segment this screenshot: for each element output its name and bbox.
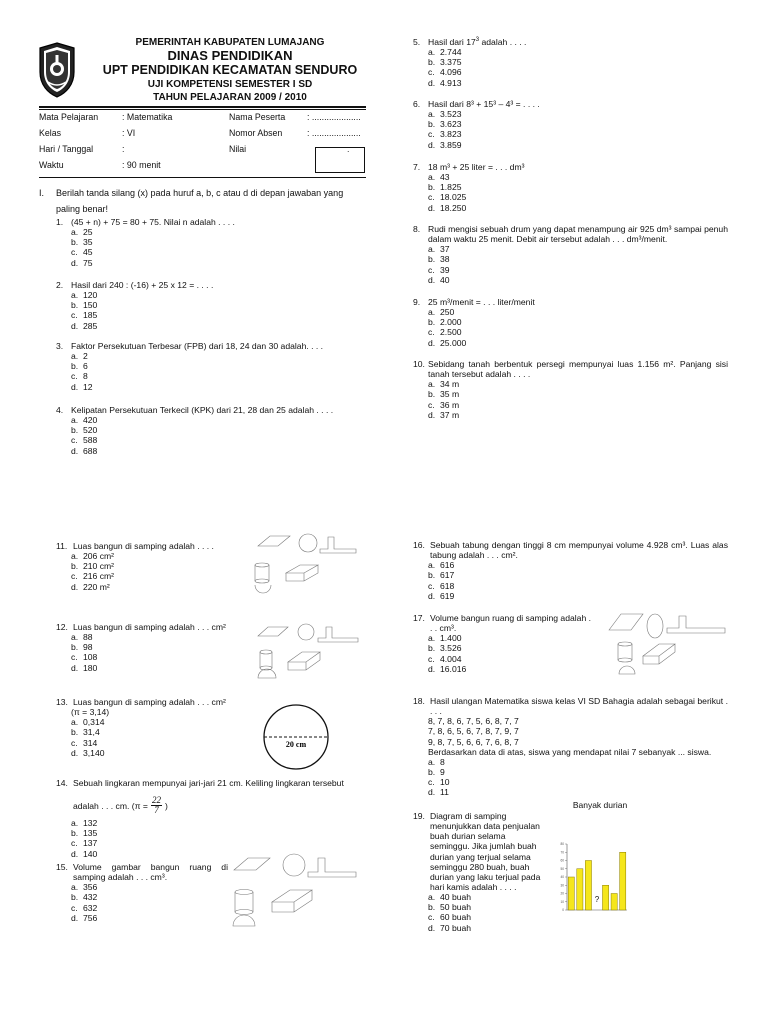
mapel-label: Mata Pelajaran [39,112,99,122]
option-a[interactable]: a. 356 [71,882,98,893]
option-b[interactable]: b. 150 [71,300,98,311]
option-d[interactable]: d. 285 [71,320,98,331]
q-text: (45 + n) + 75 = 80 + 75. Nilai n adalah . . . . [71,217,235,227]
option-b[interactable]: b. 50 buah [428,902,472,913]
q-text: Kelipatan Persekutuan Terkecil (KPK) dari 21, 28 dan 25 adalah . . . . [71,405,334,415]
option-c[interactable]: c. 314 [71,737,98,748]
q-text: Luas bangun di samping adalah . . . cm² [73,697,226,707]
option-a[interactable]: a. 250 [428,307,455,318]
option-a[interactable]: a. 0,314 [71,717,105,728]
option-c[interactable]: c. 3.823 [428,129,462,140]
question-8 [413,224,728,285]
data-row-1: 8, 7, 8, 6, 7, 5, 6, 8, 7, 7 [428,716,519,727]
option-a[interactable]: a. 2 [71,351,88,362]
option-a[interactable]: a. 1.400 [428,633,462,644]
option-b[interactable]: b. 1.825 [428,182,462,193]
option-d[interactable]: d. 220 m² [71,581,110,592]
option-c[interactable]: c. 8 [71,371,88,382]
option-a[interactable]: a. 420 [71,415,98,426]
question-13 [56,697,246,758]
option-a[interactable]: a. 88 [71,632,93,643]
waktu-value: : 90 menit [122,160,161,170]
option-d[interactable]: d. 40 [428,274,450,285]
question-10 [413,359,728,420]
header-line2: DINAS PENDIDIKAN [167,48,293,63]
shapes-figure [254,622,360,688]
data-row-3: 9, 8, 7, 5, 6, 6, 7, 6, 8, 7 [428,736,519,747]
question-19 [413,811,545,933]
q-number: 2. [56,280,64,290]
bar [611,894,617,911]
option-b[interactable]: b. 135 [71,828,98,839]
q-text: Volume gambar bangun ruang di samping adalah . . . cm³. [73,862,228,883]
option-b[interactable]: b. 31,4 [71,727,100,738]
option-a[interactable]: a. 25 [71,227,93,238]
option-b[interactable]: b. 210 cm² [71,561,115,572]
question-4 [56,405,366,456]
question-15 [56,862,228,923]
q-text: Diagram di samping menunjukkan data penjualan buah durian selama seminggu. Jika jumlah buah durian yang terjual selama seminggu 280 buah, buah durian yang laku terjual pada hari kamis adalah . . . . [430,811,541,892]
nilai-box [315,147,365,173]
option-c[interactable]: c. 45 [71,247,93,258]
y-tick-label: 70 [560,850,564,855]
header-line1: PEMERINTAH KABUPATEN LUMAJANG [135,37,325,48]
option-c[interactable]: c. 185 [71,310,98,321]
q-text: Luas bangun di samping adalah . . . cm² [73,622,226,632]
fraction: $\frac{22}{7}$ [151,795,161,816]
option-d[interactable]: d. 756 [71,912,98,923]
absen-label: Nomor Absen [229,128,283,138]
bar [602,885,608,910]
option-d[interactable]: d. 16.016 [428,663,467,674]
q-number: 5. [413,37,421,47]
option-b[interactable]: b. 432 [71,892,98,903]
option-c[interactable]: c. 18.025 [428,192,467,203]
bar [577,869,583,910]
nilai-label: Nilai [229,144,247,154]
question-14 [56,778,368,859]
q-number: 3. [56,341,64,351]
option-d[interactable]: d. 37 m [428,409,460,420]
option-b[interactable]: b. 98 [71,642,93,653]
question-16 [413,540,728,601]
q-text-cont: adalah . . . cm. (π = $\frac{22}{7}$ ) [73,795,168,816]
option-b[interactable]: b. 3.375 [428,57,462,68]
option-a[interactable]: a. 3.523 [428,109,462,120]
option-a[interactable]: a. 40 buah [428,892,472,903]
option-c[interactable]: c. 108 [71,652,98,663]
option-a[interactable]: a. 37 [428,244,450,255]
durian-bar-chart [555,832,635,922]
q-text-2: Berdasarkan data di atas, siswa yang mendapat nilai 7 sebanyak ... siswa. [428,746,712,757]
y-tick-label: 20 [560,891,564,896]
q-number: 16. [413,540,425,550]
option-b[interactable]: b. 617 [428,570,455,581]
question-3 [56,341,366,392]
option-d[interactable]: d. 180 [71,662,98,673]
nilai-value: : [347,144,350,154]
shapes-figure [228,852,360,940]
y-tick-label: 10 [560,899,564,904]
question-12 [56,622,246,673]
option-a[interactable]: a. 2.744 [428,47,462,58]
option-b[interactable]: b. 3.623 [428,119,462,130]
option-a[interactable]: a. 34 m [428,379,460,390]
option-d[interactable]: d. 619 [428,590,455,601]
q-text: Luas bangun di samping adalah . . . . [73,541,214,551]
data-row-2: 7, 8, 6, 5, 6, 7, 8, 7, 9, 7 [428,726,519,737]
header-line5: TAHUN PELAJARAN 2009 / 2010 [153,92,307,103]
option-b[interactable]: b. 38 [428,254,450,265]
option-b[interactable]: b. 9 [428,766,445,777]
shapes-figure [248,531,358,603]
q-text: Hasil dari 8³ + 15³ – 4³ = . . . . [428,99,540,109]
q-text: Hasil ulangan Matematika siswa kelas VI SD Bahagia adalah sebagai berikut . . . . [430,696,728,717]
question-17 [413,613,591,674]
student-info-table [39,112,361,176]
option-d[interactable]: d. 70 buah [428,922,472,933]
q-number: 4. [56,405,64,415]
q-number: 12. [56,622,68,632]
option-a[interactable]: a. 43 [428,172,450,183]
option-c[interactable]: c. 39 [428,264,450,275]
q-number: 15. [56,862,68,872]
option-c[interactable]: c. 10 [428,777,450,788]
section-instruction [39,185,369,217]
q-number: 18. [413,696,425,706]
option-c[interactable]: c. 618 [428,580,455,591]
q-number: 10. [413,359,425,369]
q-number: 8. [413,224,421,234]
y-tick-label: 50 [560,866,564,871]
question-7 [413,162,728,213]
option-c[interactable]: c. 4.004 [428,653,462,664]
q-text: Hasil dari 240 : (-16) + 25 x 12 = . . . . [71,280,214,290]
y-tick-label: 80 [560,842,564,846]
option-a[interactable]: a. 616 [428,560,455,571]
header-line4: UJI KOMPETENSI SEMESTER I SD [147,79,313,90]
option-c[interactable]: c. 216 cm² [71,571,115,582]
option-d[interactable]: d. 25.000 [428,337,467,348]
question-11 [56,541,246,592]
option-d[interactable]: d. 12 [71,381,93,392]
option-c[interactable]: c. 36 m [428,399,460,410]
question-1 [56,217,366,268]
option-c[interactable]: c. 2.500 [428,327,462,338]
y-tick-label: 0 [562,908,564,912]
circle-diameter-label: 20 cm [285,740,307,749]
q-text: Volume bangun ruang di samping adalah . . . cm³. [430,613,592,634]
q-number: 19. [413,811,425,821]
y-tick-label: 40 [560,875,564,879]
hari-value: : [122,144,125,154]
option-c[interactable]: c. 632 [71,902,98,913]
absen-value: : .................... [307,128,361,138]
q-number: 17. [413,613,425,623]
option-c[interactable]: c. 60 buah [428,912,472,923]
option-d[interactable]: d. 3.859 [428,139,462,150]
info-rule [39,177,366,178]
q-text: Rudi mengisi sebuah drum yang dapat menampung air 925 dm³ sampai penuh dalam waktu 25 menit. Debit air tersebut adalah . . . dm³/menit. [428,224,728,245]
option-b[interactable]: b. 35 [71,237,93,248]
q-text: Faktor Persekutuan Terbesar (FPB) dari 18, 24 dan 30 adalah. . . . [71,341,324,351]
q-text: 25 m³/menit = . . . liter/menit [428,297,535,307]
option-d[interactable]: d. 4.913 [428,77,462,88]
option-d[interactable]: d. 3,140 [71,747,105,758]
option-c[interactable]: c. 137 [71,838,98,849]
bar [585,861,591,911]
kelas-value: : VI [122,128,136,138]
option-a[interactable]: a. 120 [71,290,98,301]
q-text: 18 m³ + 25 liter = . . . dm³ [428,162,525,172]
option-b[interactable]: b. 2.000 [428,317,462,328]
q-number: 14. [56,778,68,788]
option-a[interactable]: a. 206 cm² [71,551,115,562]
bar [568,877,574,910]
header-rule [39,106,366,110]
option-d[interactable]: d. 140 [71,848,98,859]
hari-label: Hari / Tanggal [39,144,94,154]
chart-title: Banyak durian [572,800,628,810]
option-d[interactable]: d. 11 [428,787,449,798]
y-tick-label: 30 [560,883,564,888]
y-tick-label: 60 [560,858,564,863]
option-c[interactable]: c. 4.096 [428,67,462,78]
option-b[interactable]: b. 35 m [428,389,460,400]
q-number: 1. [56,217,64,227]
question-5 [413,37,728,88]
question-2 [56,280,366,331]
section-text: Berilah tanda silang (x) pada huruf a, b, c atau d di depan jawaban yang paling benar! [56,188,344,214]
q-text-pi: (π = 3,14) [71,707,110,718]
shapes-figure [605,608,729,690]
option-d[interactable]: d. 688 [71,445,98,456]
header-line3: UPT PENDIDIKAN KECAMATAN SENDURO [102,63,358,77]
option-b[interactable]: b. 6 [71,361,88,372]
q-number: 11. [56,541,68,551]
nama-label: Nama Peserta [229,112,286,122]
section-num: I. [39,188,45,198]
q-text: Sebuah lingkaran mempunyai jari-jari 21 cm. Keliling lingkaran tersebut [73,778,344,788]
option-a[interactable]: a. 132 [71,818,98,829]
question-18 [413,696,728,797]
option-b[interactable]: b. 3.526 [428,643,462,654]
circle-figure [262,703,330,771]
unknown-bar-label: ? [594,895,600,904]
kelas-label: Kelas [39,128,62,138]
q-text: Hasil dari $17^3$ adalah . . . . [428,37,527,47]
q-number: 6. [413,99,421,109]
option-a[interactable]: a. 8 [428,756,445,767]
q-text: Sebidang tanah berbentuk persegi mempunyai luas 1.156 m². Panjang sisi tanah tersebut adalah . . . . [428,359,728,380]
q-text: Sebuah tabung dengan tinggi 8 cm mempunyai volume 4.928 cm³. Luas alas tabung adalah . . . cm². [430,540,728,561]
question-6 [413,99,728,150]
q-number: 7. [413,162,421,172]
nama-value: : .................... [307,112,361,122]
question-9 [413,297,728,348]
option-d[interactable]: d. 75 [71,257,93,268]
waktu-label: Waktu [39,160,64,170]
option-c[interactable]: c. 588 [71,435,98,446]
bar [620,852,626,910]
q-number: 13. [56,697,68,707]
option-d[interactable]: d. 18.250 [428,202,467,213]
option-b[interactable]: b. 520 [71,425,98,436]
mapel-value: : Matematika [122,112,173,122]
q-number: 9. [413,297,421,307]
lumajang-logo [38,42,76,98]
